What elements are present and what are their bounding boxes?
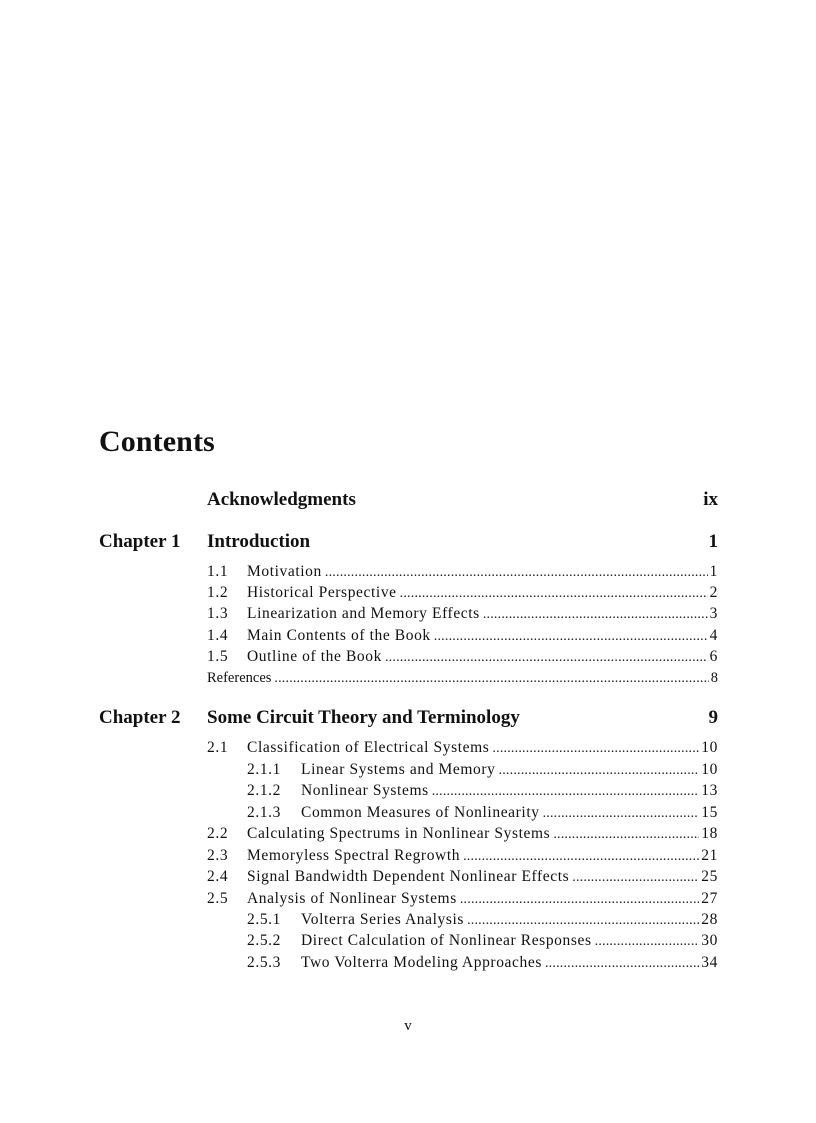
section-title: Calculating Spectrums in Nonlinear Systems xyxy=(247,825,551,842)
front-matter-title: Acknowledgments xyxy=(207,489,356,510)
toc-entry[interactable] xyxy=(207,626,718,646)
dot-leader xyxy=(553,825,699,845)
section-number: 1.5 xyxy=(207,648,229,665)
section-page: 27 xyxy=(701,890,718,907)
toc-entry[interactable] xyxy=(207,846,718,866)
dot-leader xyxy=(467,911,699,931)
subsection-page: 10 xyxy=(701,761,718,778)
toc-entry[interactable] xyxy=(207,647,718,667)
chapter-title: Some Circuit Theory and Terminology xyxy=(207,707,520,728)
subsection-number: 2.5.2 xyxy=(247,932,281,949)
toc-references[interactable] xyxy=(207,668,718,688)
subsection-page: 28 xyxy=(701,911,718,928)
section-title: Outline of the Book xyxy=(247,648,382,665)
toc-subentry[interactable] xyxy=(247,931,718,951)
subsection-number: 2.5.1 xyxy=(247,911,281,928)
page-title: Contents xyxy=(99,425,215,458)
dot-leader xyxy=(543,804,700,824)
section-number: 2.3 xyxy=(207,847,229,864)
subsection-title: Two Volterra Modeling Approaches xyxy=(301,954,542,971)
toc-entry[interactable] xyxy=(207,824,718,844)
section-page: 10 xyxy=(701,739,718,756)
section-title: Analysis of Nonlinear Systems xyxy=(247,890,457,907)
section-number: 2.4 xyxy=(207,868,229,885)
dot-leader xyxy=(499,761,700,781)
section-page: 4 xyxy=(709,627,718,644)
subsection-title: Common Measures of Nonlinearity xyxy=(301,804,540,821)
page-number: v xyxy=(404,1018,412,1034)
dot-leader xyxy=(274,669,708,689)
chapter-page: 9 xyxy=(708,707,718,728)
toc-entry[interactable] xyxy=(207,738,718,758)
dot-leader xyxy=(400,584,708,604)
toc-chapter-1[interactable] xyxy=(99,530,718,554)
toc-entry[interactable] xyxy=(207,867,718,887)
subsection-number: 2.1.1 xyxy=(247,761,281,778)
toc-entry[interactable] xyxy=(207,889,718,909)
section-title: Signal Bandwidth Dependent Nonlinear Effects xyxy=(247,868,570,885)
dot-leader xyxy=(463,847,699,867)
section-page: 18 xyxy=(701,825,718,842)
section-title: Motivation xyxy=(247,563,322,580)
toc-entry[interactable] xyxy=(207,583,718,603)
section-title: Classification of Electrical Systems xyxy=(247,739,490,756)
front-matter-page: ix xyxy=(703,489,718,510)
toc-subentry[interactable] xyxy=(247,803,718,823)
dot-leader xyxy=(432,782,700,802)
dot-leader xyxy=(545,954,699,974)
toc-subentry[interactable] xyxy=(247,910,718,930)
subsection-page: 34 xyxy=(701,954,718,971)
section-page: 1 xyxy=(709,563,718,580)
section-number: 2.1 xyxy=(207,739,229,756)
section-number: 1.1 xyxy=(207,563,229,580)
section-page: 21 xyxy=(701,847,718,864)
dot-leader xyxy=(325,563,708,583)
subsection-number: 2.1.2 xyxy=(247,782,281,799)
subsection-title: Nonlinear Systems xyxy=(301,782,429,799)
subsection-page: 30 xyxy=(701,932,718,949)
toc-entry[interactable] xyxy=(207,562,718,582)
toc-chapter-2[interactable] xyxy=(99,706,718,730)
section-title: Historical Perspective xyxy=(247,584,397,601)
dot-leader xyxy=(572,868,699,888)
dot-leader xyxy=(492,739,699,759)
section-title: Linearization and Memory Effects xyxy=(247,605,480,622)
references-page: 8 xyxy=(710,670,718,686)
section-page: 2 xyxy=(709,584,718,601)
dot-leader xyxy=(483,605,708,625)
chapter-title: Introduction xyxy=(207,531,311,552)
dot-leader xyxy=(595,932,700,952)
section-page: 3 xyxy=(709,605,718,622)
section-number: 1.3 xyxy=(207,605,229,622)
references-title: References xyxy=(207,670,272,686)
section-number: 2.5 xyxy=(207,890,229,907)
subsection-title: Linear Systems and Memory xyxy=(301,761,496,778)
toc-subentry[interactable] xyxy=(247,781,718,801)
toc-front-matter[interactable] xyxy=(99,488,718,512)
section-number: 2.2 xyxy=(207,825,229,842)
subsection-number: 2.1.3 xyxy=(247,804,281,821)
section-page: 25 xyxy=(701,868,718,885)
subsection-title: Volterra Series Analysis xyxy=(301,911,465,928)
dot-leader xyxy=(460,890,699,910)
dot-leader xyxy=(385,648,708,668)
dot-leader xyxy=(434,627,708,647)
subsection-page: 13 xyxy=(701,782,718,799)
toc-entry[interactable] xyxy=(207,604,718,624)
section-page: 6 xyxy=(709,648,718,665)
section-number: 1.4 xyxy=(207,627,229,644)
toc-subentry[interactable] xyxy=(247,953,718,973)
subsection-page: 15 xyxy=(701,804,718,821)
chapter-number: Chapter 2 xyxy=(99,707,181,728)
toc-subentry[interactable] xyxy=(247,760,718,780)
chapter-number: Chapter 1 xyxy=(99,531,181,552)
section-number: 1.2 xyxy=(207,584,229,601)
section-title: Main Contents of the Book xyxy=(247,627,431,644)
chapter-page: 1 xyxy=(708,531,718,552)
section-title: Memoryless Spectral Regrowth xyxy=(247,847,461,864)
subsection-number: 2.5.3 xyxy=(247,954,281,971)
subsection-title: Direct Calculation of Nonlinear Responses xyxy=(301,932,592,949)
